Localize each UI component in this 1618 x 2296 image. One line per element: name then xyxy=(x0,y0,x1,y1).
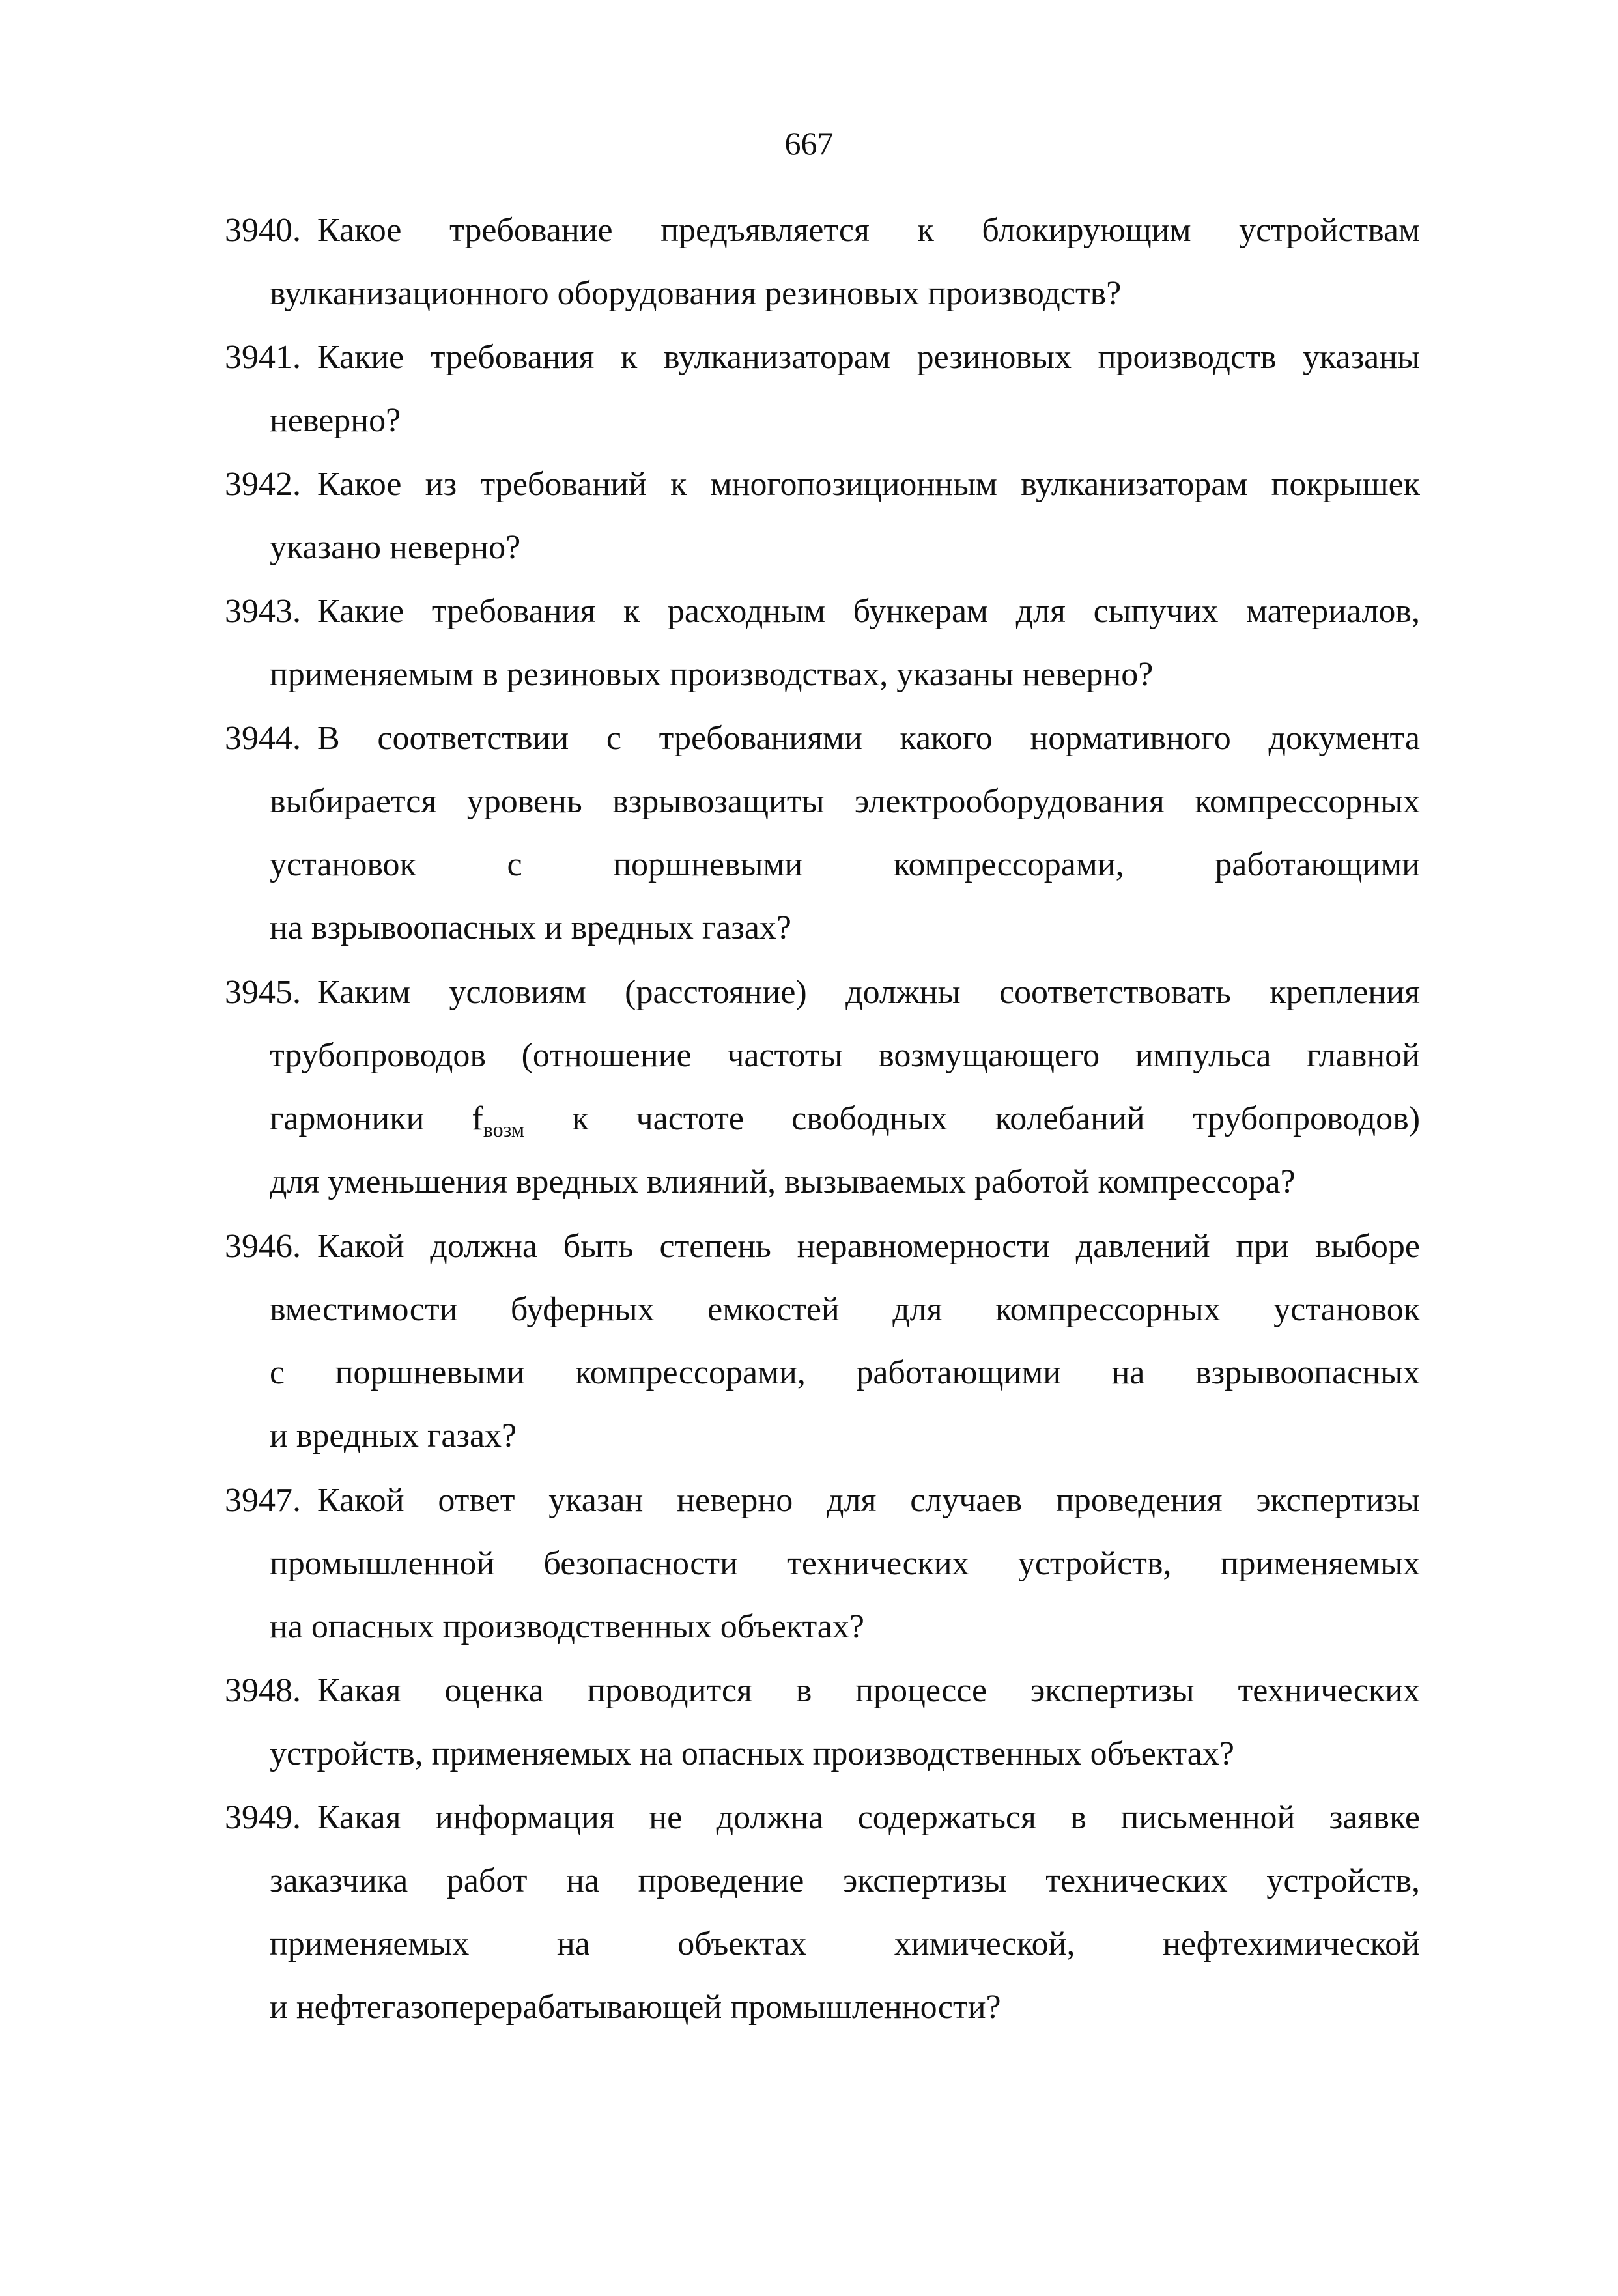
question-item xyxy=(225,1786,1420,2039)
question-text-line: Какое требование предъявляется к блокирующим устройствам xyxy=(317,212,1420,249)
question-text-line: вулканизационного оборудования резиновых производств? xyxy=(270,275,1122,312)
question-text-line: Какие требования к расходным бункерам для сыпучих материалов, xyxy=(317,593,1420,630)
question-item xyxy=(225,707,1420,959)
question-number: 3947. xyxy=(225,1482,301,1519)
question-number: 3949. xyxy=(225,1799,301,1836)
question-text-line: заказчика работ на проведение экспертизы технических устройств, xyxy=(270,1862,1420,1899)
question-text-line: на взрывоопасных и вредных газах? xyxy=(270,909,791,946)
question-number: 3948. xyxy=(225,1672,301,1709)
question-text-line: для уменьшения вредных влияний, вызываемых работой компрессора? xyxy=(270,1163,1296,1200)
question-text-line: и вредных газах? xyxy=(270,1417,517,1454)
question-item xyxy=(225,961,1420,1213)
question-text-line: Какой должна быть степень неравномерности давлений при выборе xyxy=(317,1228,1420,1265)
question-item xyxy=(225,453,1420,579)
question-text-line: с поршневыми компрессорами, работающими на взрывоопасных xyxy=(270,1354,1420,1391)
question-text-line: Какое из требований к многопозиционным вулканизаторам покрышек xyxy=(317,466,1420,503)
question-text-line: Какой ответ указан неверно для случаев проведения экспертизы xyxy=(317,1482,1420,1519)
question-text-line: устройств, применяемых на опасных производственных объектах? xyxy=(270,1735,1234,1772)
question-text-line: Какая информация не должна содержаться в письменной заявке xyxy=(317,1799,1420,1836)
question-text-line: промышленной безопасности технических устройств, применяемых xyxy=(270,1545,1420,1582)
page-number: 667 xyxy=(784,125,834,162)
question-number: 3944. xyxy=(225,720,301,757)
question-item xyxy=(225,580,1420,706)
text-run: гармоники f xyxy=(270,1100,483,1137)
question-text-line: Каким условиям (расстояние) должны соответствовать крепления xyxy=(317,974,1420,1011)
text-run: к частоте свободных колебаний трубопроводов) xyxy=(524,1100,1420,1137)
question-number: 3940. xyxy=(225,212,301,249)
subscript: возм xyxy=(483,1118,525,1142)
question-item xyxy=(225,1659,1420,1785)
question-item xyxy=(225,1469,1420,1658)
question-number: 3945. xyxy=(225,974,301,1011)
question-item xyxy=(225,1215,1420,1467)
question-text-line: неверно? xyxy=(270,402,401,439)
question-text-line: В соответствии с требованиями какого нормативного документа xyxy=(317,720,1420,757)
question-number: 3941. xyxy=(225,339,301,376)
question-number: 3946. xyxy=(225,1228,301,1265)
question-text-line xyxy=(270,1087,1420,1150)
question-text-line: на опасных производственных объектах? xyxy=(270,1608,864,1645)
question-text-line: вместимости буферных емкостей для компрессорных установок xyxy=(270,1291,1420,1328)
question-number: 3943. xyxy=(225,593,301,630)
question-text-line: Какая оценка проводится в процессе экспертизы технических xyxy=(317,1672,1420,1709)
question-text-line: установок с поршневыми компрессорами, работающими xyxy=(270,846,1420,883)
question-number: 3942. xyxy=(225,466,301,503)
question-text-line: трубопроводов (отношение частоты возмущающего импульса главной xyxy=(270,1037,1420,1074)
question-item xyxy=(225,326,1420,452)
question-item xyxy=(225,199,1420,325)
question-text-line: и нефтегазоперерабатывающей промышленности? xyxy=(270,1989,1001,2026)
question-text-line: применяемым в резиновых производствах, указаны неверно? xyxy=(270,656,1154,693)
question-text-line: указано неверно? xyxy=(270,529,521,566)
question-text-line: выбирается уровень взрывозащиты электрооборудования компрессорных xyxy=(270,783,1420,820)
question-text-line: применяемых на объектах химической, нефтехимической xyxy=(270,1925,1420,1963)
question-text-line: Какие требования к вулканизаторам резиновых производств указаны xyxy=(317,339,1420,376)
